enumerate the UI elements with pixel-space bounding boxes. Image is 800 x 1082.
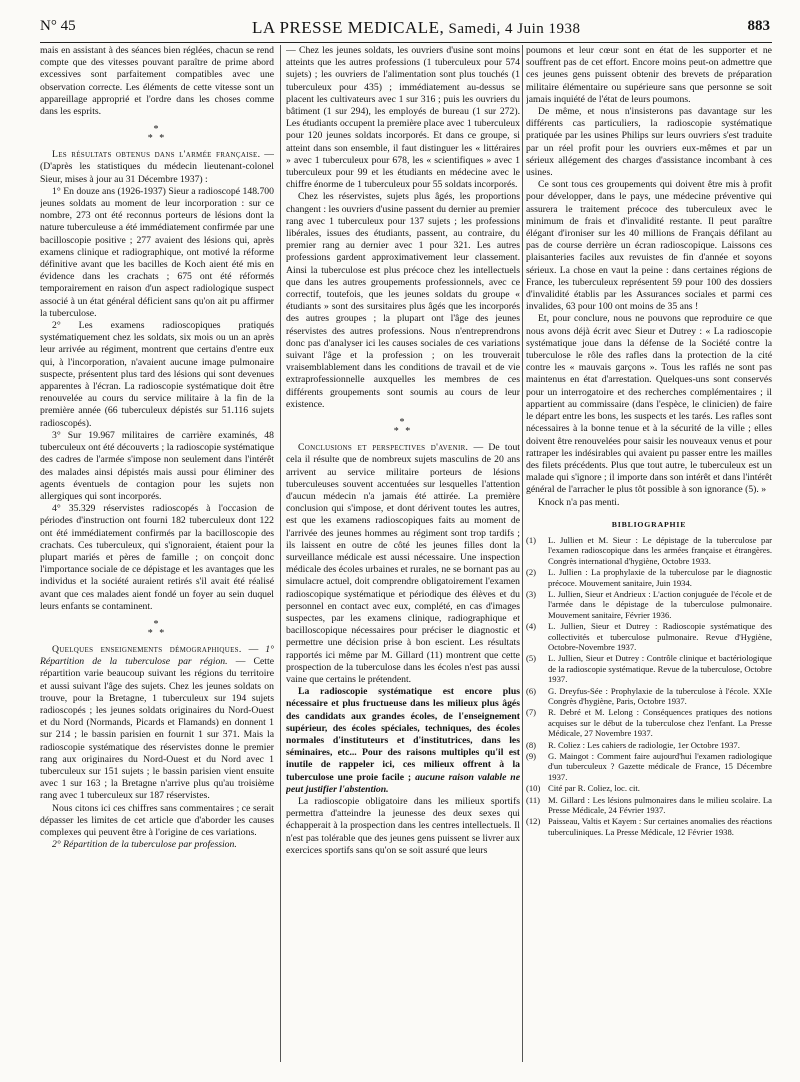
column-divider xyxy=(522,45,523,1062)
paragraph: — Chez les jeunes soldats, les ouvriers d'usine sont moins atteints que les autres professions (1 tuberculeux pour 574 sujets) ; les ouvriers de l'alimentation sont plus touchés (1 tuberculeux pour 435) ; immédiatement au-dessus se placent les cultivateurs avec 1 sur 316 ; puis les ouvriers du bâtiment (1 sur 294), les employés de bureau (1 sur 272). Les étudiants occupent la première place avec 1 tuberculeux pour 120 jeunes soldats incorporés. Et dans ce groupe, si atteint dans son ensemble, il faut distinguer les « littéraires » avec 1 tuberculeux pour 678, les « scientifiques » avec 1 tuberculeux pour 99 et les étudiants en médecine avec le chiffre énorme de 1 tuberculeux pour 55 soldats incorporés. xyxy=(286,45,520,191)
section-asterism: * * * xyxy=(393,417,413,438)
bibliography-number: (1) xyxy=(526,534,537,545)
journal-name: LA PRESSE MEDICALE, xyxy=(252,18,445,37)
dash: — xyxy=(241,643,266,655)
page-number: 883 xyxy=(747,18,770,34)
bibliography-text: M. Gillard : Les lésions pulmonaires dans le milieu scolaire. La Presse Médicale, 24 Février 1937. xyxy=(548,794,772,816)
paragraph: 4° 35.329 réservistes radioscopés à l'occasion de périodes d'instruction ont fourni 182 tuberculeux dont 122 ont été immédiatement confirmés par la bacilloscopie des crachats. Ces tuberculeux, qui s'ignoraient, étaient pour la plupart mariés et pères de famille ; on conçoit donc l'importance sociale de ce dépistage et les avantages que les individus et la société auraient retirés s'il avait été réalisé avant que ces malades aient fondé un foyer au sein duquel leurs enfants se contaminent. xyxy=(40,503,274,612)
column-divider xyxy=(280,45,281,1062)
journal-title xyxy=(252,18,581,38)
paragraph xyxy=(40,839,274,851)
bibliography-number: (7) xyxy=(526,707,537,718)
bibliography-text: L. Jullien, Sieur et Andrieux : L'action conjuguée de l'école et de l'armée dans le dépistage de la tuberculose pulmonaire. Mouvement sanitaire, Février 1936. xyxy=(548,588,772,620)
bibliography-entry xyxy=(526,795,772,816)
paragraph: mais en assistant à des séances bien réglées, chacun se rend compte que des vitesses pouvant paraître de prime abord excessives sont parfaitement compatibles avec une observation correcte. Les éléments de cette vitesse sont un appareillage approprié et l'ordre dans les choses comme dans les esprits. xyxy=(40,45,274,118)
bibliography-number: (2) xyxy=(526,567,537,578)
header-rule xyxy=(40,42,772,43)
bibliography-number: (6) xyxy=(526,685,537,696)
paragraph xyxy=(286,442,520,686)
subsection-heading: 2° Répartition de la tuberculose par profession. xyxy=(52,839,237,851)
section-heading: Les résultats obtenus dans l'armée française. xyxy=(52,149,261,161)
bibliography-text: R. Debré et M. Lelong : Conséquences pratiques des notions acquises sur le début de la tuberculose chez l'enfant. La Presse Médicale, 27 Novembre 1937. xyxy=(548,707,772,739)
bibliography-text: Cité par R. Coliez, loc. cit. xyxy=(548,783,640,794)
paragraph: Ce sont tous ces groupements qui doivent être mis à profit pour développer, dans le pays, une médecine préventive qui assurera le traitement précoce des tuberculeux avec le minimum de frais et d'invalidité restante. Il peut paraître élégant d'ironiser sur les 40 millions de Français défilant au pas de course derrière un écran radioscopique. Laissons ces plaisanteries faciles aux revuistes de fin d'année et soyons sérieux. La chose en vaut la peine : dans certaines régions de France, les tuberculeux représentent 59 pour 100 des dossiers d'invalidité établis par les Assurances sociales et parmi ces invalides, 63 pour 100 ont moins de 35 ans ! xyxy=(526,179,772,313)
bibliography-entry xyxy=(526,686,772,707)
bibliography-number: (3) xyxy=(526,588,537,599)
bibliography-entry xyxy=(526,783,772,793)
paragraph xyxy=(40,644,274,803)
issue-number: N° 45 xyxy=(40,18,76,34)
bibliography-entry xyxy=(526,621,772,652)
column-2 xyxy=(286,45,520,1082)
bibliography-entry xyxy=(526,535,772,566)
paragraph: 1° En douze ans (1926-1937) Sieur a radioscopé 148.700 jeunes soldats au moment de leur incorporation : sur ce nombre, 273 ont été reconnus porteurs de lésions dont la nature tuberculeuse a été immédiatement confirmée par une bacilloscopie positive ; 277 avaient des lésions qui, après examens clinique et radiographique, ont motivé la réforme définitive avant que les bacilles de Koch aient été mis en évidence dans les crachats ; 675 ont été réformés temporairement en raison d'un aspect radiologique suspect associé à un état général déficient sans qu'on ait pu affirmer la tuberculose. xyxy=(40,185,274,319)
paragraph: La radioscopie obligatoire dans les milieux sportifs permettra d'atteindre la jeunesse des deux sexes qui échapperait à la prospection dans les centres intellectuels. Il n'est pas tolérable que des jeunes gens puissent se livrer aux exercices sportifs sans qu'on se soit assuré que leurs xyxy=(286,795,520,856)
bibliography-entry xyxy=(526,653,772,684)
bibliography-number: (5) xyxy=(526,653,537,664)
bibliography-number: (11) xyxy=(526,794,540,805)
paragraph: Et, pour conclure, nous ne pouvons que reproduire ce que nous avons déjà écrit avec Sieur et Dutrey : « La radioscopie systématique joue dans la défense de la Société contre la tuberculose le rôle des rafles dans la protection de la cité contre les « mauvais garçons ». Tous les raflés ne sont pas maintenus en état d'arrestation. Quelques-uns sont conservés pour un interrogatoire et des recherches complémentaires ; il appartient au commissaire (dans l'espèce, le clinicien) de faire le départ entre les bons, les suspects et les tarés. Les rafles sont nécessaires à la bonne tenue et à la sécurité de la ville ; elles doivent être renouvelées pour saisir les nouveaux venus et pour rattraper les indésirables qui avaient pu passer entre les mailles des filets précédents. Plus que tout autre, le tuberculeux est un malade qui s'ignore ; il importe dans son intérêt et dans l'intérêt général de l'arracher le plus tôt possible à son ignorance (5). » xyxy=(526,313,772,496)
bibliography-entry xyxy=(526,567,772,588)
bibliography-entry xyxy=(526,740,772,750)
bibliography-entry xyxy=(526,589,772,620)
bibliography-text: L. Jullien : La prophylaxie de la tuberculose par le diagnostic précoce. Mouvement sanitaire, Juin 1934. xyxy=(548,567,772,588)
column-1 xyxy=(40,45,274,1082)
issue-date: Samedi, 4 Juin 1938 xyxy=(448,21,581,37)
bibliography-text: L. Jullien et M. Sieur : Le dépistage de la tuberculose par l'examen radioscopique dans les armées française et étrangères. Congrès international d'hygiène, Octobre 1933. xyxy=(548,534,772,566)
bibliography-text: L. Jullien, Sieur et Dutrey : Radioscopie systématique des collectivités et tuberculose pulmonaire. Revue d'Hygiène, Octobre-Novembre 1937. xyxy=(548,621,772,652)
paragraph xyxy=(286,686,520,796)
paragraph: poumons et leur cœur sont en état de les supporter et ne souffrent pas de cet effort. Encore moins peut-on admettre que ces jeunes gens puissent obtenir des brevets de préparation militaire élémentaire ou supérieure sans que personne se soit jamais inquiété de l'état de leurs poumons. xyxy=(526,45,772,105)
column-3 xyxy=(526,45,772,1082)
bibliography-text: G. Dreyfus-Sée : Prophylaxie de la tuberculose à l'école. XXIe Congrès d'hygiène, Paris, Octobre 1937. xyxy=(548,685,772,707)
paragraph: 3° Sur 19.967 militaires de carrière examinés, 48 tuberculeux ont été découverts ; la radioscopie systématique des cadres de l'armée s'impose non seulement dans l'intérêt des malades ainsi dépistés mais aussi pour éliminer des agents éventuels de contagion pour les sujets non allergiques qui sont incorporés. xyxy=(40,429,274,502)
bibliography-number: (8) xyxy=(526,739,537,750)
bibliography-text: G. Maingot : Comment faire aujourd'hui l'examen radiologique d'un tuberculeux ? Gazette médicale de France, 15 Décembre 1937. xyxy=(548,751,772,782)
section-asterism: * * * xyxy=(147,124,167,145)
bibliography-text: R. Coliez : Les cahiers de radiologie, 1er Octobre 1937. xyxy=(548,739,740,750)
paragraph: De même, et nous n'insisterons pas davantage sur les différents cas particuliers, la radioscopie systématique pratiquée par les usines Philips sur leurs ouvriers s'est traduite par un réel profit pour les ouvriers eux-mêmes et par un sérieux allégement des charges d'assistance incombant à ces usines. xyxy=(526,106,772,179)
section-intro: — (D'après les statistiques du médecin lieutenant-colonel Sieur, mises à jour au 31 Décembre 1937) : xyxy=(40,149,274,185)
section-heading: Quelques enseignements démographiques. xyxy=(52,643,242,655)
bibliography-list xyxy=(526,535,772,837)
subsection-text: — Cette répartition varie beaucoup suivant les régions du territoire et aussi suivant l'âge des sujets. Chez les jeunes soldats on trouve, pour la Bretagne, 1 tuberculeux sur 194 sujets radioscopés ; les jeunes soldats originaires du Nord-Ouest et du Nord (Normands, Picards et Flamands) en donnent 1 sur 214 ; le bassin parisien en fournit 1 sur 371. Mais la radioscopie systématique des réservistes donne le premier rang aux originaires du Nord-Ouest et du Nord avec 1 tuberculeux sur 151 sujets ; le bassin parisien vient ensuite avec 1 sur 163 ; la Bretagne n'arrive plus qu'au troisième rang avec 1 tuberculeux sur 187 réservistes. xyxy=(40,656,274,802)
paragraph: Chez les réservistes, sujets plus âgés, les proportions changent : les ouvriers d'usine passent du dernier au premier rang avec 1 tuberculeux pour 137 sujets ; les professions libérales, issues des étudiants, passent, au contraire, du premier rang au dernier avec 1 pour 321. Les autres professions gardent approximativement leur classement. Ainsi la tuberculose est plus précoce chez les intellectuels que dans les autres groupements professionnels, avec ce correctif, toutefois, que les jeunes soldats du groupe « étudiants » sont des sursitaires plus âgés que les incorporés des autres groupes ; la plupart ont l'âge des jeunes réservistes des autres professions. Nous n'entreprendrons donc pas d'analyser ici les causes sociales de ces variations suivant l'âge et la profession ; on les trouverait vraisemblablement dans les conditions de travail et de vie extraprofessionnelle auxquelles les membres de ces différents groupements sont soumis au cours de leur existence. xyxy=(286,191,520,410)
paragraph: Knock n'a pas menti. xyxy=(538,496,620,508)
italic-text: aucune raison valable ne peut justifier l'abstention. xyxy=(286,771,520,795)
section-heading: Conclusions et perspectives d'avenir. xyxy=(298,442,469,454)
paragraph xyxy=(40,149,274,186)
bibliography-number: (9) xyxy=(526,751,537,762)
bibliography-text: L. Jullien, Sieur et Dutrey : Contrôle clinique et bactériologique de la radioscopie systématique. Revue de la tuberculose, Octobre 1937. xyxy=(548,653,772,685)
bibliography-title: BIBLIOGRAPHIE xyxy=(611,519,687,529)
bold-text: La radioscopie systématique est encore plus nécessaire et plus fructueuse dans les milieux plus âgés des candidats aux grandes écoles, de l'enseignement supérieur, des écoles spéciales, techniques, des écoles normales d'instituteurs et d'institutrices, dans les séminaires, etc... Pour des raisons multiples qu'il est inutile de rappeler ici, ces milieux offrent à la tuberculose une proie facile ; xyxy=(286,686,520,783)
bibliography-entry xyxy=(526,816,772,837)
bibliography-number: (4) xyxy=(526,621,537,632)
bibliography-text: Paisseau, Valtis et Kayem : Sur certaines anomalies des réactions tuberculiniques. La Presse Médicale, 12 Février 1938. xyxy=(548,816,772,837)
section-text: — De tout cela il résulte que de nombreux sujets masculins de 20 ans arrivent au service militaire porteurs de lésions tuberculeuses souvent accentuées sur lesquelles l'attention d'aucun médecin n'a jamais été attirée. La première conclusion qui s'impose, et dont dérivent toutes les autres, est que les examens radioscopiques faits au moment de l'arrivée des jeunes hommes au régiment sont trop tardifs ; ils laissent en outre de côté les jeunes filles dont la surveillance médicale est aussi nécessaire. Une inspection médicale des écoles urbaines et rurales, ne se bornant pas au simulacre actuel, doit comprendre obligatoirement l'examen radioscopique systématique et périodique des élèves et du personnel en contact avec eux, complété, en cas d'images suspectes, par les examens clinique, radiographique et bacilloscopique nécessaires pour préciser le diagnostic et permettre une décision prise à bon escient. Les résultats rapportés ici même par M. Gillard (11) montrent que cette prospection de la tuberculose dans les écoles n'est pas aussi vaine que certains le prétendent. xyxy=(286,442,520,685)
paragraph: Nous citons ici ces chiffres sans commentaires ; ce serait dépasser les limites de cet article que d'aborder les causes complexes qui peuvent être à l'origine de ces variations. xyxy=(40,802,274,838)
bibliography-entry xyxy=(526,707,772,738)
subsection-heading: 1° Répartition de la tuberculose par région. xyxy=(40,643,274,668)
paragraph: 2° Les examens radioscopiques pratiqués systématiquement chez les soldats, six mois ou un an après leur arrivée au régiment, montrent que certains d'entre eux qui, à l'incorporation, n'avaient aucune image pulmonaire suspecte, présentent plus tard des lésions qui sont devenues apparentes à l'écran. La radioscopie systématique doit être renouvelée au cours du service militaire à la fin de la première année (66 tuberculeux dépistés sur 51.116 sujets radioscopés). xyxy=(40,320,274,429)
section-asterism: * * * xyxy=(147,618,167,639)
bibliography-number: (12) xyxy=(526,816,541,827)
bibliography-entry xyxy=(526,751,772,782)
bibliography-number: (10) xyxy=(526,783,541,794)
page-header xyxy=(40,18,770,38)
